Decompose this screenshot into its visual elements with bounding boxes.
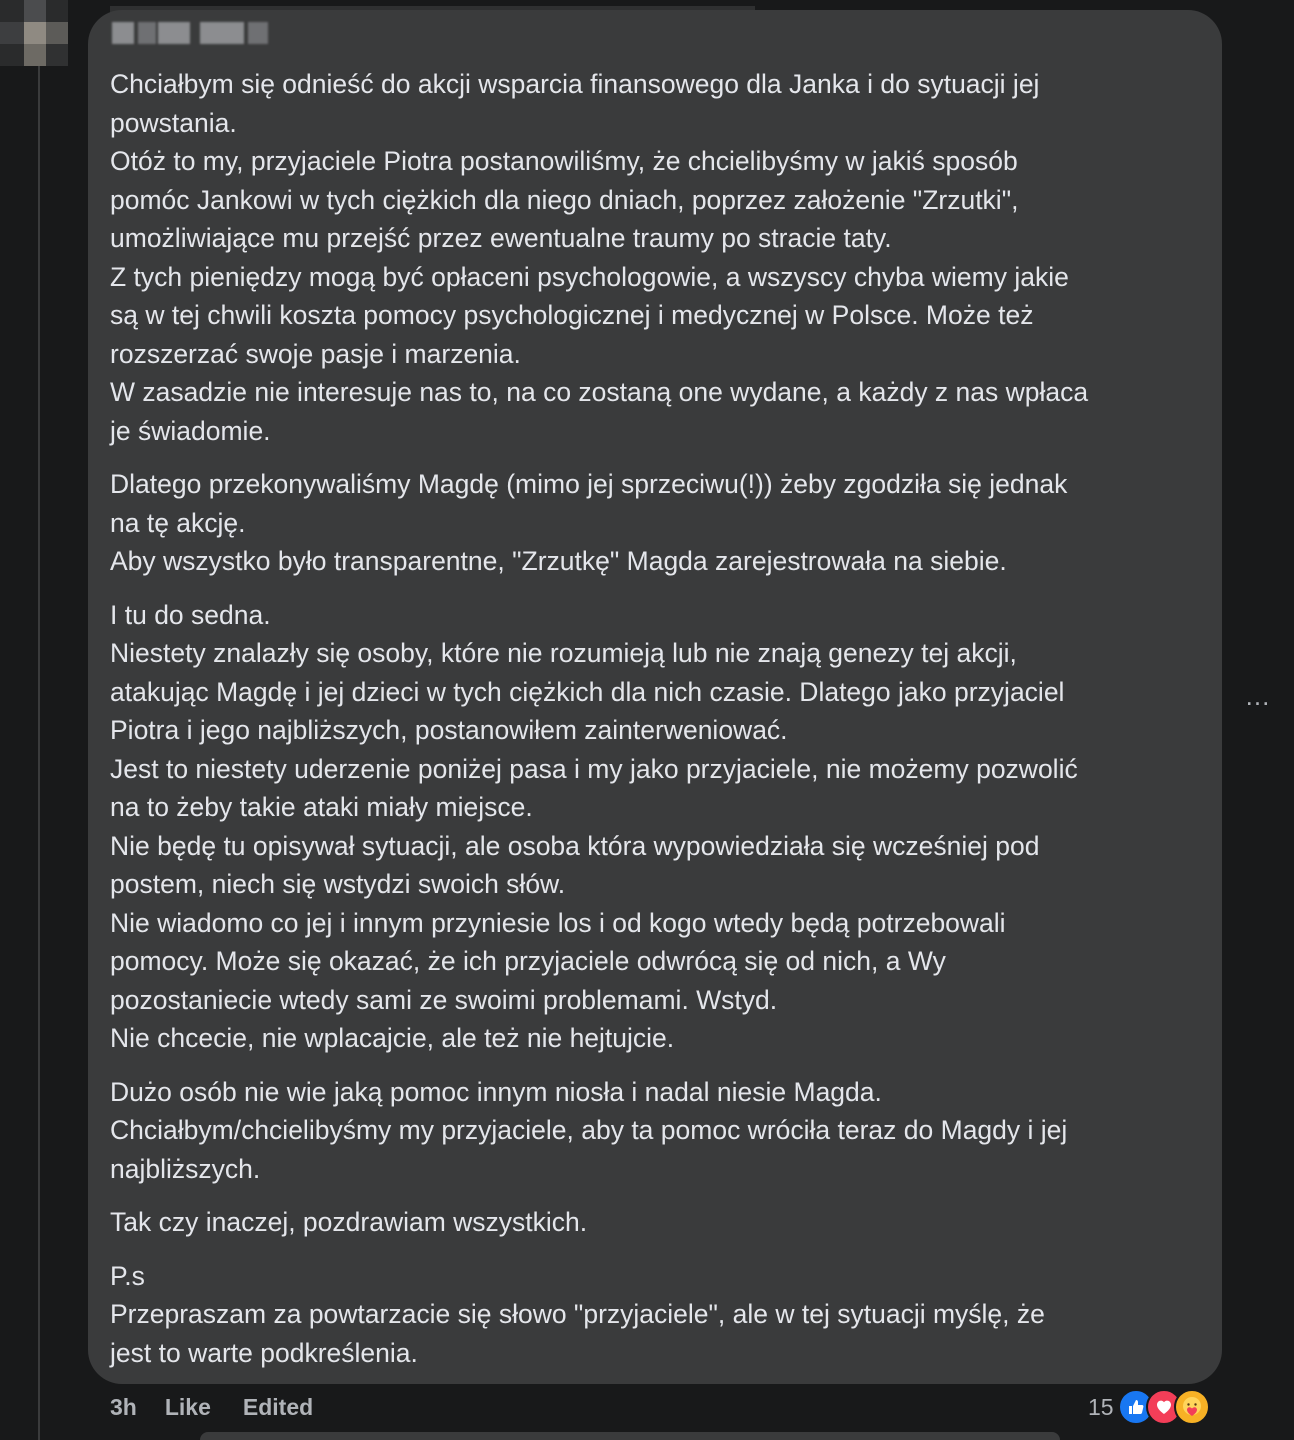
like-button[interactable]: Like	[164, 1393, 211, 1420]
reaction-count: 15	[1088, 1393, 1114, 1420]
comment-line: P.s	[110, 1260, 145, 1291]
comment-line: Nie chcecie, nie wplacajcie, ale też nie hejtujcie.	[110, 1023, 675, 1053]
care-icon	[1174, 1389, 1210, 1425]
avatar[interactable]	[0, 0, 68, 66]
comment-line: Chciałbym/chcielibyśmy my przyjaciele, aby ta pomoc wróciła teraz do Magdy i jej	[110, 1115, 1068, 1145]
comment-line: W zasadzie nie interesuje nas to, na co zostaną one wydane, a każdy z nas wpłaca	[110, 377, 1089, 407]
more-options-button[interactable]	[1240, 678, 1276, 714]
more-options-icon: ...	[1245, 681, 1271, 711]
comment-line: Tak czy inaczej, pozdrawiam wszystkich.	[110, 1207, 588, 1237]
comment-line: Dlatego przekonywaliśmy Magdę (mimo jej sprzeciwu(!)) żeby zgodziła się jednak	[110, 469, 1068, 499]
comment-line: Nie wiadomo co jej i innym przyniesie los i od kogo wtedy będą potrzebowali	[110, 907, 1006, 938]
comment-line: I tu do sedna.	[110, 599, 271, 630]
comment-line: pomocy. Może się okazać, że ich przyjaciele odwrócą się od nich, a Wy	[110, 946, 946, 976]
reply-box-edge	[200, 1432, 1060, 1440]
comment-line: najbliższych.	[110, 1153, 261, 1184]
comment-line: Jest to niestety uderzenie poniżej pasa i my jako przyjaciele, nie możemy pozwolić	[110, 753, 1078, 784]
comment-line: atakując Magdę i jej dzieci w tych ciężkich dla nich czasie. Dlatego jako przyjaciel	[110, 676, 1065, 707]
comment-paragraph	[110, 596, 1200, 1058]
comment-line: są w tej chwili koszta pomocy psychologicznej i medycznej w Polsce. Może też	[110, 300, 1034, 330]
comment-line: powstania.	[110, 107, 237, 138]
comment-paragraph	[110, 1073, 1200, 1189]
comment-line: pozostaniecie wtedy sami ze swoimi problemami. Wstyd.	[110, 984, 778, 1015]
comment-line: jest to warte podkreślenia.	[110, 1337, 418, 1368]
comment-line: Nie będę tu opisywał sytuacji, ale osoba która wypowiedziała się wcześniej pod	[110, 830, 1040, 861]
comment-line: Przepraszam za powtarzacie się słowo "przyjaciele", ale w tej sytuacji myślę, że	[110, 1299, 1045, 1329]
comment-timestamp[interactable]: 3h	[110, 1393, 137, 1420]
comment-text	[110, 65, 1200, 1372]
comment-line: na to żeby takie ataki miały miejsce.	[110, 792, 533, 822]
comment-paragraph	[110, 465, 1200, 581]
comment-line: Z tych pieniędzy mogą być opłaceni psychologowie, a wszyscy chyba wiemy jakie	[110, 261, 1069, 292]
thread-line	[38, 60, 40, 1440]
author-name-redacted[interactable]	[112, 22, 272, 44]
comment-line: na tę akcję.	[110, 507, 246, 538]
comment-paragraph	[110, 1203, 1200, 1242]
comment-line: Aby wszystko było transparentne, "Zrzutkę" Magda zarejestrowała na siebie.	[110, 546, 1007, 576]
comment-paragraph	[110, 1257, 1200, 1373]
comment-line: Niestety znalazły się osoby, które nie rozumieją lub nie znają genezy tej akcji,	[110, 638, 1017, 668]
comment-line: Otóż to my, przyjaciele Piotra postanowiliśmy, że chcielibyśmy w jakiś sposób	[110, 146, 1018, 176]
comment-line: Chciałbym się odnieść do akcji wsparcia finansowego dla Janka i do sytuacji jej	[110, 69, 1040, 99]
comment-paragraph	[110, 65, 1200, 450]
edited-label[interactable]: Edited	[242, 1393, 314, 1420]
reaction-summary[interactable]	[1088, 1388, 1210, 1426]
comment-line: pomóc Jankowi w tych ciężkich dla niego dniach, poprzez założenie "Zrzutki",	[110, 184, 1019, 215]
comment-line: Piotra i jego najbliższych, postanowiłem zainterweniować.	[110, 715, 788, 745]
comment-bubble	[88, 10, 1222, 1384]
comment-line: umożliwiające mu przejść przez ewentualne traumy po stracie taty.	[110, 223, 892, 253]
comment-line: Dużo osób nie wie jaką pomoc innym niosła i nadal niesie Magda.	[110, 1076, 882, 1107]
comment-line: rozszerzać swoje pasje i marzenia.	[110, 338, 521, 369]
comment-line: postem, niech się wstydzi swoich słów.	[110, 869, 566, 899]
comment-line: je świadomie.	[110, 415, 271, 446]
comment-actions	[110, 1390, 345, 1424]
